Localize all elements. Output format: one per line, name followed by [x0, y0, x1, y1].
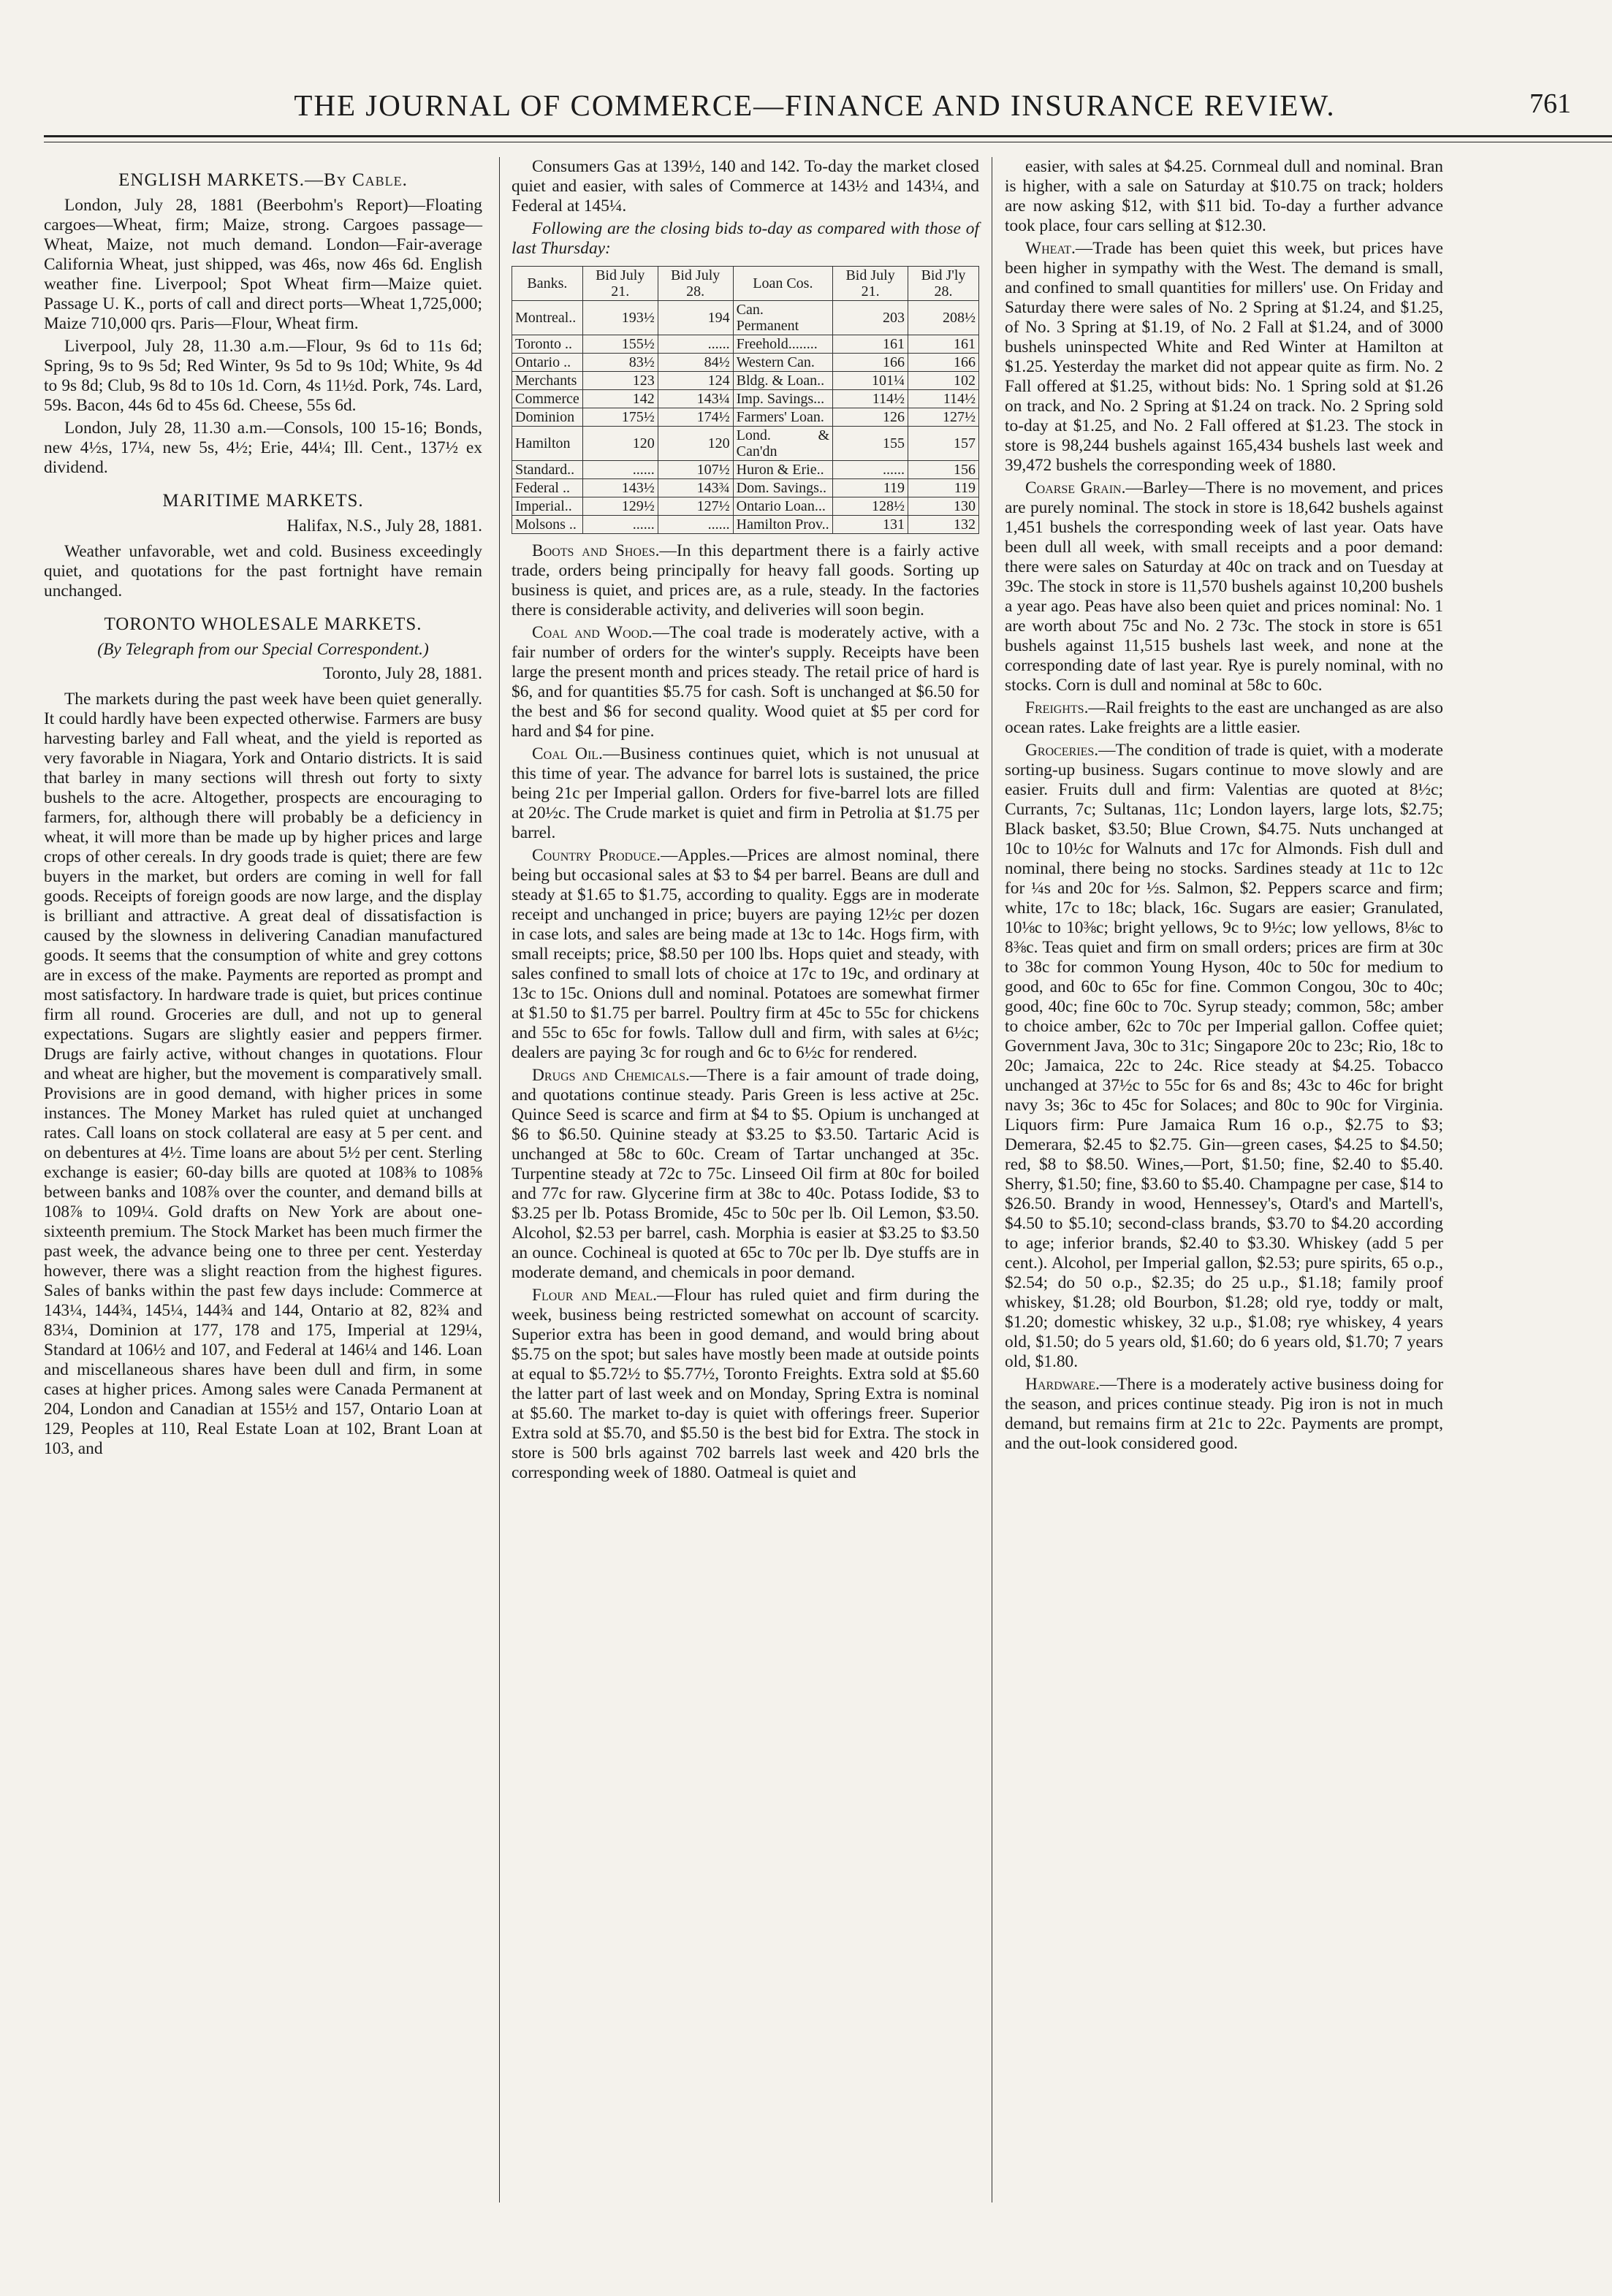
english-markets-paragraph: Liverpool, July 28, 11.30 a.m.—Flour, 9s 6d to 11s 6d; Spring, 9s to 9s 5d; Red Winter, 9s 5d to 9s 10d; White, 9s 4d to 9s 8d; Club, 9s 8d to 10s 1d. Corn, 4s 11½d. Pork, 74s. Lard, 59s. Bacon, 44s 6d to 45s 6d. Cheese, 55s 6d.: [44, 337, 482, 415]
table-cell: Hamilton Prov..: [733, 516, 832, 534]
section-text: —Trade has been quiet this week, but prices have been higher in sympathy with the West. The demand is small, and confined to small quantities for millers' use. On Friday and Saturday there were sales of No. 2 Spring at $1.24, and $1.25, of No. 3 Spring at $1.19, of No. 2 Fall at $1.24, and of 3000 bushels uninspected White and Red Winter at Hamilton at $1.25. Yesterday the market did not appear quite as firm. No. 2 Fall offered at $1.25, without bids: No. 1 Spring sold at $1.26 on track, and No. 2 Spring at $1.24 on track. No. 2 Spring sold to-day at $1.25, and No. 2 Fall offered at $1.23. The stock in store is 98,244 bushels against 165,434 bushels last week and 39,472 bushels the corresponding week of 1880.: [1005, 239, 1443, 475]
table-row: [512, 408, 979, 427]
table-cell: 123: [582, 372, 658, 390]
table-row: [512, 497, 979, 516]
table-cell: 114½: [833, 390, 908, 408]
journal-title: THE JOURNAL OF COMMERCE—FINANCE AND INSURANCE REVIEW.: [294, 88, 1336, 122]
table-cell: ......: [833, 461, 908, 479]
flour-meal-paragraph: [512, 1286, 979, 1483]
page-number: 761: [1529, 88, 1571, 119]
table-cell: 120: [658, 427, 733, 461]
table-cell: 166: [908, 354, 979, 372]
table-cell: 119: [833, 479, 908, 497]
maritime-dateline: Halifax, N.S., July 28, 1881.: [286, 516, 482, 535]
section-label: Country Produce.: [532, 846, 661, 865]
table-cell: 142: [582, 390, 658, 408]
table-cell: 120: [582, 427, 658, 461]
table-row: [512, 390, 979, 408]
table-cell: Ontario Loan...: [733, 497, 832, 516]
table-cell: 83½: [582, 354, 658, 372]
table-cell: Lond. & Can'dn: [733, 427, 832, 461]
table-cell: Western Can.: [733, 354, 832, 372]
table-row: [512, 335, 979, 354]
table-cell: Molsons ..: [512, 516, 583, 534]
table-cell: 84½: [658, 354, 733, 372]
table-cell: 130: [908, 497, 979, 516]
section-text: —There is a moderately active business doing for the season, and prices continue steady. Pig iron is not in much demand, but remains firm at 21c to 22c. Payments are prompt, and the out-look considered good.: [1005, 1375, 1443, 1453]
table-cell: 128½: [833, 497, 908, 516]
table-cell: 166: [833, 354, 908, 372]
boots-shoes-paragraph: [512, 541, 979, 620]
table-cell: 157: [908, 427, 979, 461]
section-text: —Barley—There is no movement, and prices are purely nominal. The stock in store is 18,642 bushels against 1,451 bushels the corresponding week of last year. Oats have been dull all week, with small receipts and a poor demand: there were sales on Saturday at 40c on track and on Tuesday at 39c. The stock in store is 11,570 bushels against 10,200 bushels a year ago. Peas have also been quiet and prices nominal: No. 1 are worth about 75c and No. 2 73c. The stock in store is 651 bushels against 11,515 bushels last week, and none at the corresponding date of last year. Rye is purely nominal, with no stocks. Corn is dull and nominal at 58c to 60c.: [1005, 478, 1443, 695]
section-text: —The coal trade is moderately active, with a fair number of orders for the winter's supply. Receipts have been large the present month and prices steady. The retail price of hard is $6, and for quantities $5.75 for cash. Soft is unchanged at $6.50 for the best and $6 for second quality. Wood quiet at $5 per cord for hard and $4 for pine.: [512, 623, 979, 741]
table-cell: 119: [908, 479, 979, 497]
table-row: [512, 372, 979, 390]
table-cell: 129½: [582, 497, 658, 516]
column-divider: [499, 157, 500, 2202]
table-cell: 193½: [582, 301, 658, 335]
table-cell: 127½: [908, 408, 979, 427]
table-cell: Imp. Savings...: [733, 390, 832, 408]
table-cell: Standard..: [512, 461, 583, 479]
section-label: Drugs and Chemicals.: [532, 1066, 690, 1085]
coal-wood-paragraph: [512, 623, 979, 741]
table-cell: Ontario ..: [512, 354, 583, 372]
table-cell: Federal ..: [512, 479, 583, 497]
table-cell: 194: [658, 301, 733, 335]
table-cell: 126: [833, 408, 908, 427]
table-header-cell: Bid July 21.: [833, 267, 908, 301]
table-header-cell: Loan Cos.: [733, 267, 832, 301]
table-cell: Can. Permanent: [733, 301, 832, 335]
section-label: Groceries.: [1025, 741, 1099, 760]
table-cell: Imperial..: [512, 497, 583, 516]
drugs-chemicals-paragraph: [512, 1066, 979, 1283]
country-produce-paragraph: [512, 846, 979, 1063]
table-row: [512, 427, 979, 461]
table-cell: Hamilton: [512, 427, 583, 461]
table-row: [512, 354, 979, 372]
groceries-paragraph: [1005, 741, 1443, 1372]
section-label: Wheat.: [1025, 239, 1076, 258]
column-2: [512, 157, 979, 2261]
toronto-subheading: (By Telegraph from our Special Correspondent.): [97, 640, 429, 659]
section-text: —Apples.—Prices are almost nominal, there being but occasional sales at $3 to $4 per barrel. Beans are dull and steady at $1.65 to $1.75, according to quality. Eggs are in moderate receipt and unchanged in price; buyers are paying 12½c per dozen in case lots, and sales are being made at 13c to 14c. Hogs firm, with small receipts; price, $8.50 per 100 lbs. Hops quiet and steady, with sales confined to small lots of choice at 17c to 19c, and ordinary at 13c to 15c. Onions dull and nominal. Potatoes are somewhat firmer at $1.50 to $1.75 per barrel. Poultry firm at 45c to 55c for chickens and 55c to 65c for fowls. Tallow dull and firm, with sales at 6½c; dealers are paying 3c for rough and 6c to 6½c for rendered.: [512, 846, 979, 1062]
section-text: —The condition of trade is quiet, with a moderate sorting-up business. Sugars continue to move slowly and are easier. Fruits dull and firm: Valentias are quoted at 8½c; Currants, 7c; Sultanas, 11c; London layers, large lots, $2.75; Black basket, $3.50; Blue Crown, $4.75. Nuts unchanged at 10c to 10½c for Walnuts and 17c for Almonds. Fish dull and nominal, there being no stocks. Sardines steady at 11c to 12c for ¼s and 20c for ½s. Salmon, $2. Peppers scarce and firm; white, 17c to 18c; black, 16c. Sugars are easier; Granulated, 10⅛c to 10⅜c; bright yellows, 9c to 9½c; low yellows, 8⅛c to 8⅜c. Teas quiet and firm on small orders; prices are firm at 30c to 38c for common Young Hyson, 40c to 50c for medium to good, and 60c to 65c for fine. Common Congou, 30c to 40c; good, 40c; fine 60c to 70c. Syrup steady; common, 58c; amber to choice amber, 62c to 70c per Imperial gallon. Coffee quiet; Government Java, 30c to 31c; Singapore 20c to 23c; Rio, 18c to 20c; Jamaica, 22c to 24c. Rice steady at $4.25. Tobacco unchanged at 37½c to 55c for 6s and 8s; 43c to 46c for bright navy 3s; 36c to 45c for Solaces; and 80c to 90c for Virginia. Liquors firm: Pure Jamaica Rum 16 o.p., $2.75 to $3; Demerara, $2.45 to $2.75. Gin—green cases, $4.25 to $4.50; red, $8 to $8.50. Wines,—Port, $1.50; fine, $2.40 to $5.40. Sherry, $1.50; fine, $3.60 to $5.40. Champagne per case, $14 to $26.50. Brandy in wood, Hennessey's, Otard's and Martell's, $4.50 to $5.10; second-class brands, $3.70 to $4.20 according to age; inferior brands, $2.40 to $3.30. Whiskey (add 5 per cent.). Alcohol, per Imperial gallon, $2.53; pure spirits, 65 o.p., $2.54; do 50 o.p., $2.35; do 25 u.p., $1.18; family proof whiskey, $1.28; old Bourbon, $1.28; old rye, toddy or malt, $1.20; domestic whiskey, 32 u.p., $1.08; rye whiskey, 4 years old, $1.50; do 5 years old, $1.60; do 6 years old, $1.70; 7 years old, $1.80.: [1005, 741, 1443, 1371]
table-cell: 124: [658, 372, 733, 390]
table-cell: 101¼: [833, 372, 908, 390]
table-cell: 161: [833, 335, 908, 354]
table-cell: 155: [833, 427, 908, 461]
table-row: [512, 461, 979, 479]
section-label: Flour and Meal.: [532, 1286, 658, 1305]
table-cell: 132: [908, 516, 979, 534]
table-cell: 114½: [908, 390, 979, 408]
header-rule: [44, 135, 1612, 137]
toronto-dateline: Toronto, July 28, 1881.: [323, 664, 482, 683]
table-header-cell: Bid July 21.: [582, 267, 658, 301]
consumers-gas-paragraph: Consumers Gas at 139½, 140 and 142. To-day the market closed quiet and easier, with sales of Commerce at 143½ and 143¼, and Federal at 145¼.: [512, 157, 979, 216]
section-label: Coal and Wood.: [532, 623, 653, 642]
table-header-cell: Banks.: [512, 267, 583, 301]
maritime-markets-heading: MARITIME MARKETS.: [162, 491, 364, 511]
table-row: [512, 516, 979, 534]
toronto-paragraph: The markets during the past week have been quiet generally. It could hardly have been expected otherwise. Farmers are busy harvesting barley and Fall wheat, and the yield is reported as very favorable in Niagara, York and Ontario districts. It is said that barley in many sections will thresh out forty to sixty bushels to the acre. Altogether, prospects are encouraging to farmers, for, although there will probably be a deficiency in wheat, it will more than be made up by higher prices and large crops of other cereals. In dry goods trade is quiet; there are few buyers in the market, but orders are coming in well for fall goods. Receipts of foreign goods are now large, and the display is brilliant and attractive. A great deal of dissatisfaction is caused by the slowness in delivering Canadian manufactured goods. It seems that the consumption of white and grey cottons are in excess of the make. Payments are reported as prompt and most satisfactory. In hardware trade is quiet, but prices continue firm all round. Groceries are dull, and not up to general expectations. Sugars are slightly easier and peppers firmer. Drugs are fairly active, without changes in quotations. Flour and wheat are higher, but the movement is comparatively small. Provisions are in good demand, with higher prices in some instances. The Money Market has ruled quiet at unchanged rates. Call loans on stock collateral are easy at 5 per cent. and on debentures at 4½. Time loans are about 5½ per cent. Sterling exchange is easier; 60-day bills are quoted at 108⅜ to 108⅝ between banks and 108⅞ over the counter, and demand bills at 108⅞ to 109¼. Gold drafts on New York are about one-sixteenth premium. The Stock Market has been much firmer the past week, the advance being one to three per cent. Yesterday however, there was a slight reaction from the highest figures. Sales of banks within the past few days include: Commerce at 143¼, 144¾, 145¼, 144¾ and 144, Ontario at 82, 82¾ and 83¼, Dominion at 177, 178 and 175, Imperial at 129¼, Standard at 106½ and 107, and Federal at 146¼ and 146. Loan and miscellaneous shares have been dull and firm, in some cases at higher prices. Among sales were Canada Permanent at 204, London and Canadian at 155½ and 157, Ontario Loan at 129, Peoples at 110, Real Estate Loan at 102, Brant Loan at 103, and: [44, 690, 482, 1458]
section-text: —In this department there is a fairly active trade, orders being principally for heavy fall goods. Sorting up business is quiet, and prices are, as a rule, steady. In the factories there is considerable activity, and deliveries will soon begin.: [512, 541, 979, 619]
english-markets-paragraph: London, July 28, 1881 (Beerbohm's Report)—Floating cargoes—Wheat, firm; Maize, strong. Cargoes passage—Wheat, Maize, not much demand. London—Fair-average California Wheat, just shipped, was 46s, now 46s 6d. English weather fine. Liverpool; Spot Wheat firm—Maize quiet. Passage U. K., ports of call and direct ports—Wheat 1,725,000; Maize 710,000 qrs. Paris—Flour, Wheat firm.: [44, 196, 482, 333]
table-cell: Dominion: [512, 408, 583, 427]
maritime-paragraph: Weather unfavorable, wet and cold. Business exceedingly quiet, and quotations for the past fortnight have remain unchanged.: [44, 542, 482, 600]
wheat-paragraph: [1005, 239, 1443, 476]
section-text: —Flour has ruled quiet and firm during the week, business being restricted somewhat on account of scarcity. Superior extra has been in good demand, and would bring about $5.75 on the spot; but sales have mostly been made at outside points at equal to $5.72½ to $5.77½, Toronto Freights. Extra sold at $5.60 the latter part of last week and on Monday, Spring Extra is nominal at $5.60. The market to-day is quiet with offerings freer. Superior Extra sold at $5.70, and $5.50 is the best bid for Extra. The stock in store is 500 brls against 702 barrels last week and 420 brls the corresponding week of 1880. Oatmeal is quiet and: [512, 1286, 979, 1482]
section-text: —There is a fair amount of trade doing, and quotations continue steady. Paris Green is less active at 25c. Quince Seed is scarce and firm at $4 to $5. Opium is unchanged at $6 to $6.50. Quinine steady at $3.25 to $3.50. Tartaric Acid is unchanged at 58c to 60c. Cream of Tartar unchanged at 35c. Turpentine steady at 72c to 75c. Linseed Oil firm at 80c for boiled and 77c for raw. Glycerine firm at 38c to 40c. Potass Iodide, $3 to $3.25 per lb. Potass Bromide, 45c to 50c per lb. Oil Lemon, $3.50. Alcohol, $2.53 per barrel, cash. Morphia is easier at $3.25 to $3.50 an ounce. Cochineal is quoted at 65c to 70c per lb. Dye stuffs are in moderate demand, and chemicals in poor demand.: [512, 1066, 979, 1282]
table-cell: 143½: [582, 479, 658, 497]
table-cell: 161: [908, 335, 979, 354]
table-cell: Dom. Savings..: [733, 479, 832, 497]
closing-bids-intro: Following are the closing bids to-day as compared with those of last Thursday:: [512, 219, 979, 258]
english-markets-paragraph: London, July 28, 11.30 a.m.—Consols, 100 15-16; Bonds, new 4½s, 17¼, new 5s, 4½; Erie, 44¼; Ill. Cent., 137½ ex dividend.: [44, 419, 482, 477]
table-cell: Toronto ..: [512, 335, 583, 354]
page-header: [44, 80, 1586, 131]
table-cell: 208½: [908, 301, 979, 335]
table-cell: Freehold........: [733, 335, 832, 354]
table-cell: Bldg. & Loan..: [733, 372, 832, 390]
section-text: —Business continues quiet, which is not unusual at this time of year. The advance for barrel lots is sustained, the price being 21c per Imperial gallon. Orders for five-barrel lots are filled at 20½c. The Crude market is quiet and firm in Petrolia at $1.75 per barrel.: [512, 744, 979, 842]
table-cell: 127½: [658, 497, 733, 516]
table-cell: 102: [908, 372, 979, 390]
table-cell: Huron & Erie..: [733, 461, 832, 479]
coal-oil-paragraph: [512, 744, 979, 843]
closing-bids-table: [512, 266, 979, 534]
section-label: Coal Oil.: [532, 744, 603, 763]
table-cell: 143¼: [658, 390, 733, 408]
table-header-row: [512, 267, 979, 301]
table-cell: 143¾: [658, 479, 733, 497]
english-markets-heading: ENGLISH MARKETS.—By Cable.: [118, 170, 408, 190]
section-label: Freights.: [1025, 698, 1089, 717]
column-1: [44, 157, 482, 2261]
table-cell: 203: [833, 301, 908, 335]
table-cell: Merchants: [512, 372, 583, 390]
table-body: [512, 301, 979, 534]
table-header-cell: Bid J'ly 28.: [908, 267, 979, 301]
freights-paragraph: [1005, 698, 1443, 738]
table-header-cell: Bid July 28.: [658, 267, 733, 301]
table-cell: ......: [658, 516, 733, 534]
toronto-markets-heading: TORONTO WHOLESALE MARKETS.: [104, 614, 422, 634]
table-row: [512, 301, 979, 335]
table-cell: ......: [658, 335, 733, 354]
table-cell: Montreal..: [512, 301, 583, 335]
hardware-paragraph: [1005, 1375, 1443, 1454]
table-cell: 175½: [582, 408, 658, 427]
section-label: Hardware.: [1025, 1375, 1100, 1394]
table-cell: 156: [908, 461, 979, 479]
table-cell: ......: [582, 461, 658, 479]
table-cell: 131: [833, 516, 908, 534]
table-cell: 174½: [658, 408, 733, 427]
table-cell: Farmers' Loan.: [733, 408, 832, 427]
column-3: [1005, 157, 1443, 2261]
section-label: Boots and Shoes.: [532, 541, 660, 560]
table-row: [512, 479, 979, 497]
table-cell: 155½: [582, 335, 658, 354]
table-cell: Commerce: [512, 390, 583, 408]
table-cell: 107½: [658, 461, 733, 479]
section-label: Coarse Grain.: [1025, 478, 1126, 497]
flour-continued-paragraph: easier, with sales at $4.25. Cornmeal dull and nominal. Bran is higher, with a sale on Saturday at $10.75 on track; holders are now asking $12, with $11 bid. To-day a further advance took place, four cars selling at $12.30.: [1005, 157, 1443, 235]
coarse-grain-paragraph: [1005, 478, 1443, 695]
section-text: —Rail freights to the east are unchanged as are also ocean rates. Lake freights are a little easier.: [1005, 698, 1443, 737]
table-cell: ......: [582, 516, 658, 534]
